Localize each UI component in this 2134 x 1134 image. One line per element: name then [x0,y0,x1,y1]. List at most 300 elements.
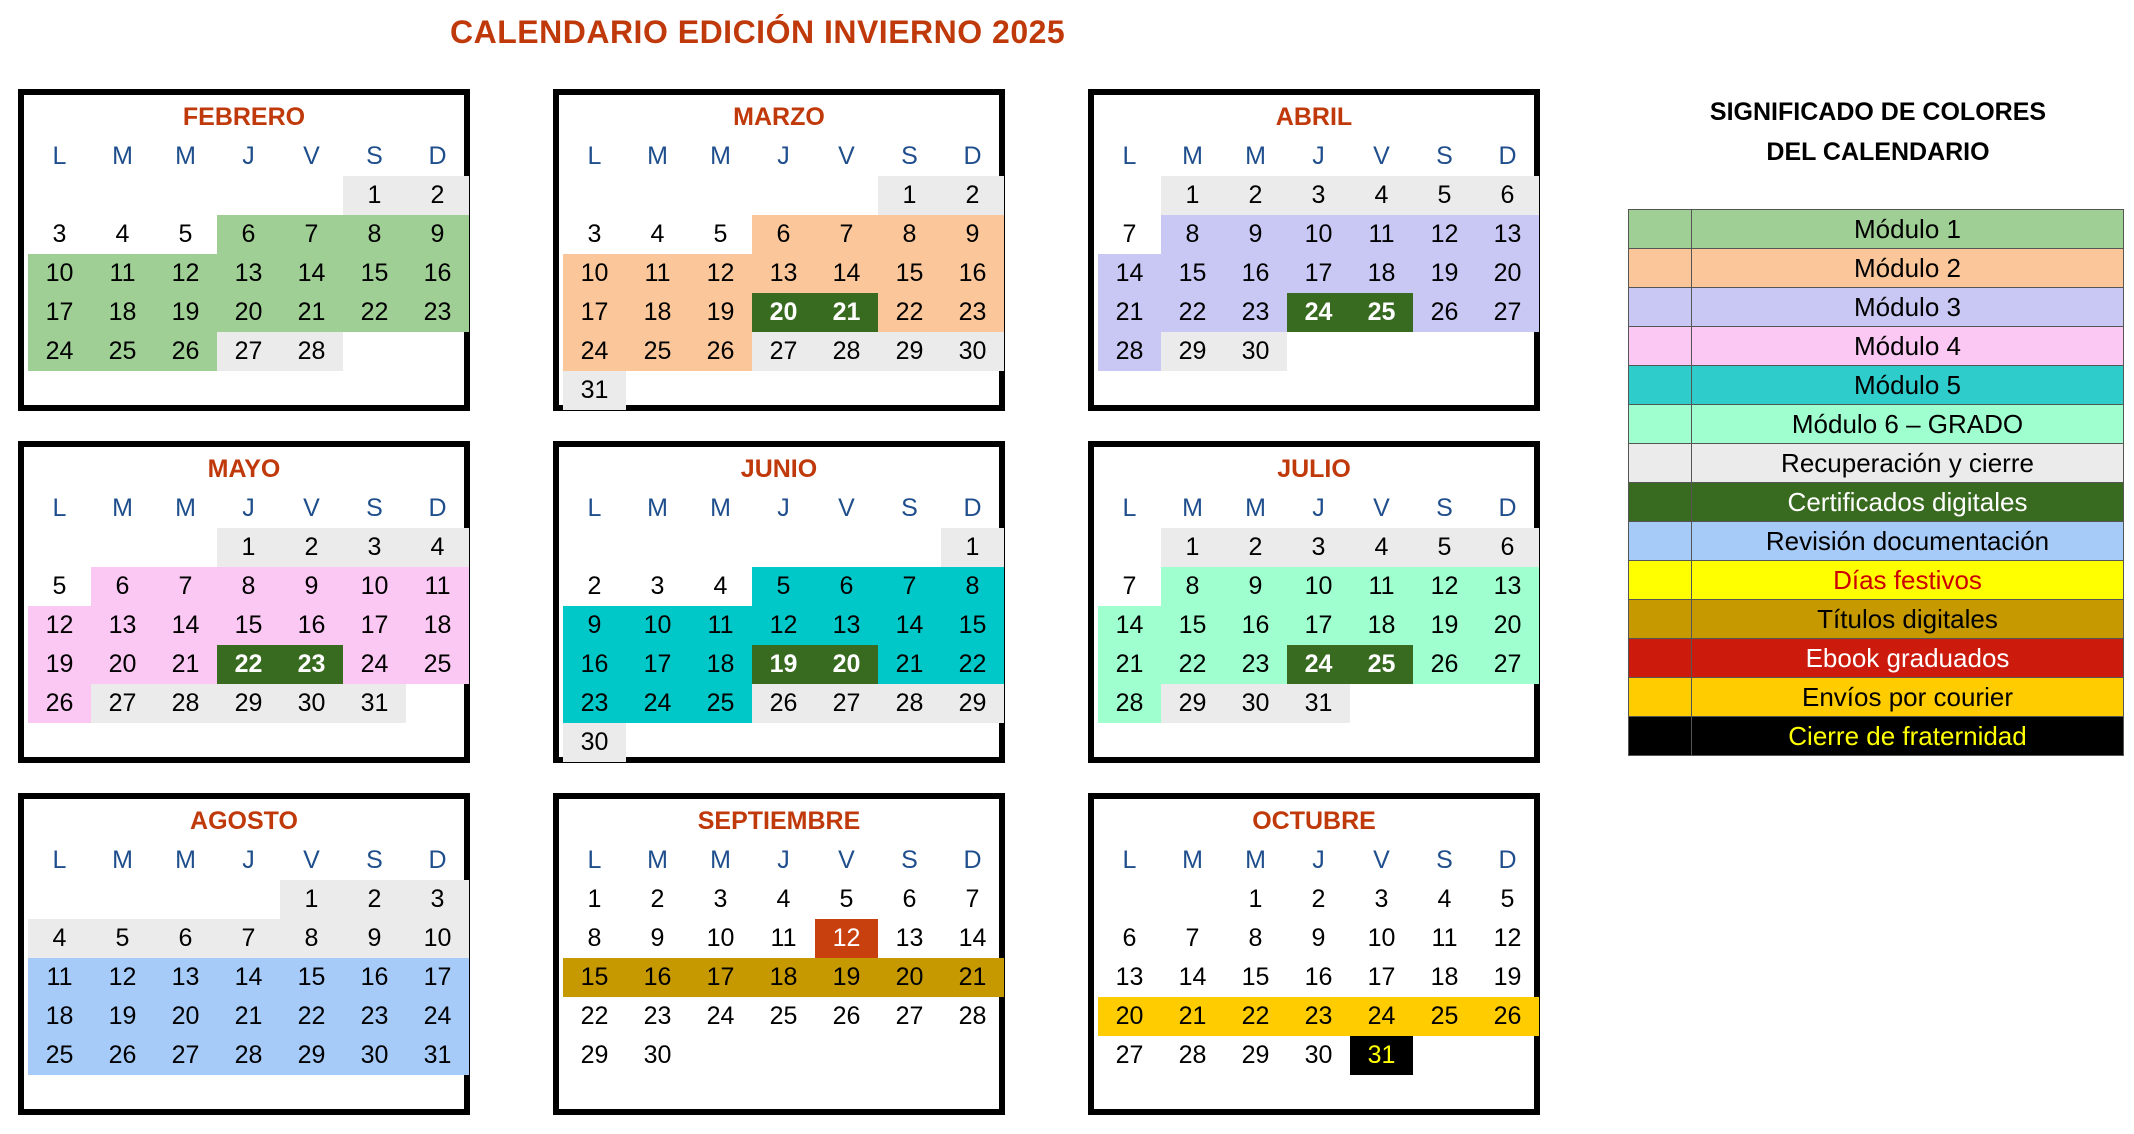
day-cell: 1 [217,528,280,567]
weekday-label: M [175,494,196,522]
legend-label: Módulo 2 [1854,253,1961,283]
month-octubre [1088,793,1540,1115]
day-cell: 31 [343,684,406,723]
weekday-label: V [1373,846,1390,874]
day-cell: 28 [878,684,941,723]
day-cell: 13 [1115,963,1144,991]
day-cell: 26 [689,332,752,371]
legend-item [1629,249,2123,288]
weekday-label: J [242,846,255,874]
day-cell: 27 [217,332,280,371]
day-cell: 30 [563,723,626,762]
weekday-label: S [1436,494,1453,522]
day-cell: 6 [217,215,280,254]
day-cell: 25 [406,645,469,684]
day-cell: 16 [626,958,689,997]
legend-label: Días festivos [1833,565,1982,595]
day-cell: 20 [91,645,154,684]
legend-label: Cierre de fraternidad [1788,721,2027,751]
month-name: AGOSTO [190,807,298,835]
day-cell: 2 [1224,528,1287,567]
day-cell: 22 [280,997,343,1036]
day-cell: 20 [154,997,217,1036]
weekday-label: M [112,494,133,522]
day-cell: 6 [902,885,917,913]
day-cell: 14 [154,606,217,645]
month-name: ABRIL [1275,103,1353,131]
day-cell: 27 [1476,645,1539,684]
weekday-label: M [175,846,196,874]
day-cell: 28 [815,332,878,371]
day-cell: 6 [815,567,878,606]
weekday-label: M [1245,142,1266,170]
weekday-label: V [303,142,320,170]
weekday-label: M [710,142,731,170]
day-cell: 15 [878,254,941,293]
day-cell: 14 [280,254,343,293]
day-cell: 16 [563,645,626,684]
day-cell: 30 [1304,1041,1333,1069]
month-name: SEPTIEMBRE [697,807,861,835]
day-cell: 6 [91,567,154,606]
weekday-label: L [587,142,602,170]
day-cell: 1 [587,885,602,913]
month-julio [1088,441,1540,763]
month-marzo [553,89,1005,411]
day-cell: 20 [815,645,878,684]
day-cell: 23 [941,293,1004,332]
day-cell: 30 [1224,332,1287,371]
day-cell: 10 [706,924,735,952]
day-cell: 23 [563,684,626,723]
weekday-label: D [1498,846,1517,874]
day-cell: 4 [1437,885,1452,913]
month-name: FEBRERO [182,103,306,131]
month-name: OCTUBRE [1252,807,1376,835]
day-cell: 11 [770,924,797,952]
day-cell: 9 [1311,924,1326,952]
month-mayo [18,441,470,763]
day-cell: 9 [406,215,469,254]
weekday-label: L [52,142,67,170]
weekday-label: J [777,494,790,522]
day-cell: 26 [1476,997,1539,1036]
day-cell: 10 [626,606,689,645]
day-cell: 22 [1161,645,1224,684]
day-cell: 17 [626,645,689,684]
day-cell: 26 [91,1036,154,1075]
weekday-label: L [1122,846,1137,874]
legend-swatch [1629,483,1692,521]
weekday-label: V [838,846,855,874]
day-cell: 19 [1413,254,1476,293]
weekday-label: M [175,142,196,170]
day-cell: 10 [1367,924,1396,952]
weekday-label: D [428,846,447,874]
day-cell: 16 [941,254,1004,293]
day-cell: 19 [752,645,815,684]
day-grid [563,137,1004,410]
weekday-label: D [963,142,982,170]
weekday-label: D [1498,494,1517,522]
day-cell: 10 [28,254,91,293]
day-cell: 19 [91,997,154,1036]
weekday-label: J [242,142,255,170]
day-cell: 2 [587,572,602,600]
day-cell: 11 [1350,567,1413,606]
weekday-label: S [1436,846,1453,874]
day-cell: 24 [706,1002,735,1030]
day-cell: 24 [1350,997,1413,1036]
day-cell: 25 [689,684,752,723]
day-cell: 16 [406,254,469,293]
day-cell: 21 [154,645,217,684]
day-cell: 17 [563,293,626,332]
day-cell: 18 [1350,606,1413,645]
day-cell: 20 [1098,997,1161,1036]
legend-title-line1: SIGNIFICADO DE COLORES [1709,98,2047,126]
day-cell: 21 [217,997,280,1036]
day-cell: 11 [1350,215,1413,254]
day-cell: 23 [343,997,406,1036]
legend-label: Recuperación y cierre [1781,448,2034,478]
weekday-label: M [1182,142,1203,170]
day-cell: 13 [815,606,878,645]
weekday-label: J [777,142,790,170]
day-cell: 22 [941,645,1004,684]
weekday-label: L [52,494,67,522]
day-cell: 29 [217,684,280,723]
day-cell: 18 [626,293,689,332]
day-cell: 9 [941,215,1004,254]
day-cell: 31 [1287,684,1350,723]
day-cell: 6 [1122,924,1137,952]
day-cell: 29 [1161,684,1224,723]
day-cell: 23 [1287,997,1350,1036]
legend-label: Módulo 6 – GRADO [1791,409,2024,439]
weekday-label: M [1182,846,1203,874]
day-cell: 11 [91,254,154,293]
day-cell: 18 [91,293,154,332]
weekday-label: V [838,494,855,522]
day-cell: 25 [769,1002,798,1030]
legend-swatch [1629,288,1692,326]
day-cell: 19 [1493,963,1522,991]
weekday-label: V [303,494,320,522]
day-cell: 17 [343,606,406,645]
weekday-label: V [303,846,320,874]
day-cell: 26 [154,332,217,371]
weekday-label: S [901,494,918,522]
legend-label: Módulo 4 [1854,331,1961,361]
day-cell: 26 [28,684,91,723]
day-cell: 22 [878,293,941,332]
day-cell: 15 [941,606,1004,645]
legend-swatch [1629,327,1692,365]
legend-label: Ebook graduados [1805,643,2010,673]
day-cell: 15 [343,254,406,293]
weekday-label: J [1312,142,1325,170]
day-cell: 5 [1413,176,1476,215]
day-cell: 21 [280,293,343,332]
day-cell: 8 [587,924,602,952]
day-cell: 27 [1476,293,1539,332]
weekday-label: M [647,846,668,874]
day-cell: 27 [752,332,815,371]
day-cell: 12 [1493,924,1522,952]
weekday-label: D [428,142,447,170]
weekday-label: J [242,494,255,522]
day-cell: 23 [643,1002,672,1030]
legend-item [1629,600,2123,639]
day-cell: 17 [689,958,752,997]
month-name: JUNIO [740,455,818,483]
day-grid [28,137,469,410]
day-cell: 8 [941,567,1004,606]
day-cell: 21 [815,293,878,332]
month-name: MARZO [733,103,825,131]
day-cell: 12 [689,254,752,293]
day-cell: 12 [1413,215,1476,254]
legend-swatch [1629,444,1692,482]
day-cell: 5 [1500,885,1515,913]
day-cell: 11 [406,567,469,606]
legend-label: Módulo 1 [1854,214,1961,244]
day-cell: 12 [815,919,878,958]
weekday-label: M [647,142,668,170]
day-cell: 3 [1374,885,1389,913]
day-cell: 15 [1161,254,1224,293]
day-cell: 2 [1224,176,1287,215]
legend-label: Revisión documentación [1765,526,2050,556]
day-cell: 29 [1241,1041,1270,1069]
day-cell: 22 [1161,293,1224,332]
day-cell: 3 [650,572,665,600]
weekday-label: V [1373,142,1390,170]
legend-item [1629,522,2123,561]
day-cell: 25 [1350,645,1413,684]
day-cell: 7 [878,567,941,606]
day-cell: 20 [752,293,815,332]
day-cell: 11 [28,958,91,997]
day-cell: 5 [839,885,854,913]
day-cell: 14 [1178,963,1207,991]
day-cell: 13 [895,924,924,952]
day-cell: 28 [154,684,217,723]
day-cell: 28 [217,1036,280,1075]
day-cell: 1 [1248,885,1263,913]
day-cell: 31 [406,1036,469,1075]
legend-swatch [1629,210,1692,248]
day-cell: 6 [752,215,815,254]
day-cell: 21 [878,645,941,684]
day-cell: 1 [1161,528,1224,567]
legend-swatch [1629,717,1692,755]
day-cell: 4 [776,885,791,913]
day-cell: 14 [958,924,987,952]
weekday-label: S [366,494,383,522]
day-grid [28,489,469,762]
weekday-label: S [1436,142,1453,170]
day-cell: 17 [1287,606,1350,645]
weekday-label: S [901,846,918,874]
day-cell: 3 [343,528,406,567]
day-cell: 29 [878,332,941,371]
day-cell: 23 [1224,293,1287,332]
day-cell: 13 [154,958,217,997]
weekday-label: J [1312,846,1325,874]
legend-item [1629,483,2123,522]
day-cell: 6 [1476,528,1539,567]
day-cell: 12 [154,254,217,293]
day-cell: 10 [1287,567,1350,606]
legend-item [1629,210,2123,249]
month-name: MAYO [207,455,281,483]
day-grid [1098,841,1539,1114]
weekday-label: M [710,846,731,874]
day-cell: 21 [941,958,1004,997]
day-cell: 8 [217,567,280,606]
day-cell: 9 [650,924,665,952]
month-septiembre [553,793,1005,1115]
day-cell: 8 [1161,567,1224,606]
weekday-label: D [428,494,447,522]
day-cell: 2 [343,880,406,919]
day-cell: 25 [626,332,689,371]
day-cell: 15 [280,958,343,997]
day-cell: 21 [1161,997,1224,1036]
day-cell: 6 [154,919,217,958]
day-cell: 4 [713,572,728,600]
day-cell: 29 [941,684,1004,723]
day-cell: 10 [1287,215,1350,254]
day-cell: 29 [1161,332,1224,371]
day-cell: 7 [280,215,343,254]
day-cell: 29 [280,1036,343,1075]
weekday-label: L [1122,494,1137,522]
weekday-label: D [963,494,982,522]
day-cell: 4 [28,919,91,958]
day-cell: 25 [91,332,154,371]
day-cell: 20 [1476,606,1539,645]
day-cell: 13 [1476,215,1539,254]
day-cell: 3 [1287,528,1350,567]
day-cell: 25 [28,1036,91,1075]
day-cell: 17 [406,958,469,997]
day-cell: 3 [587,220,602,248]
weekday-label: V [838,142,855,170]
day-cell: 31 [563,371,626,410]
day-cell: 19 [1413,606,1476,645]
day-cell: 16 [343,958,406,997]
month-name: JULIO [1277,455,1351,483]
month-agosto [18,793,470,1115]
day-cell: 16 [1224,254,1287,293]
day-cell: 27 [815,684,878,723]
day-cell: 15 [1241,963,1270,991]
day-cell: 3 [1287,176,1350,215]
legend-label: Módulo 3 [1854,292,1961,322]
legend-item [1629,288,2123,327]
day-cell: 22 [580,1002,609,1030]
day-cell: 2 [280,528,343,567]
day-cell: 28 [1098,684,1161,723]
month-febrero [18,89,470,411]
day-cell: 2 [941,176,1004,215]
day-cell: 22 [1224,997,1287,1036]
day-cell: 9 [563,606,626,645]
color-legend [1628,209,2124,756]
legend-item [1629,366,2123,405]
day-cell: 5 [752,567,815,606]
day-cell: 27 [154,1036,217,1075]
legend-swatch [1629,600,1692,638]
weekday-label: D [963,846,982,874]
day-cell: 1 [280,880,343,919]
day-cell: 9 [343,919,406,958]
weekday-label: D [1498,142,1517,170]
day-cell: 25 [1413,997,1476,1036]
day-cell: 28 [958,1002,987,1030]
day-cell: 7 [154,567,217,606]
legend-swatch [1629,405,1692,443]
day-cell: 18 [1350,254,1413,293]
day-cell: 5 [52,572,67,600]
weekday-label: M [710,494,731,522]
legend-item [1629,678,2123,717]
day-cell: 24 [626,684,689,723]
day-cell: 23 [1224,645,1287,684]
weekday-label: J [777,846,790,874]
day-cell: 23 [280,645,343,684]
day-cell: 27 [1115,1041,1144,1069]
day-cell: 18 [752,958,815,997]
day-cell: 24 [1287,293,1350,332]
day-cell: 14 [815,254,878,293]
day-cell: 5 [1413,528,1476,567]
day-cell: 18 [28,997,91,1036]
day-cell: 3 [713,885,728,913]
weekday-label: L [587,494,602,522]
day-cell: 9 [1224,215,1287,254]
day-cell: 2 [650,885,665,913]
legend-swatch [1629,639,1692,677]
day-cell: 11 [626,254,689,293]
weekday-label: M [1245,494,1266,522]
day-cell: 15 [217,606,280,645]
legend-swatch [1629,561,1692,599]
legend-swatch [1629,678,1692,716]
day-cell: 29 [580,1041,609,1069]
day-cell: 9 [280,567,343,606]
day-cell: 8 [1161,215,1224,254]
day-cell: 15 [1161,606,1224,645]
legend-title-line2: DEL CALENDARIO [1766,138,1990,166]
day-cell: 19 [689,293,752,332]
weekday-label: S [901,142,918,170]
day-cell: 22 [343,293,406,332]
legend-title [1628,92,2128,172]
weekday-label: S [366,846,383,874]
day-cell: 28 [1178,1041,1207,1069]
day-cell: 2 [1311,885,1326,913]
day-cell: 26 [1413,645,1476,684]
day-cell: 14 [878,606,941,645]
day-cell: 20 [878,958,941,997]
legend-item [1629,327,2123,366]
day-cell: 9 [1224,567,1287,606]
day-grid [563,841,1004,1114]
